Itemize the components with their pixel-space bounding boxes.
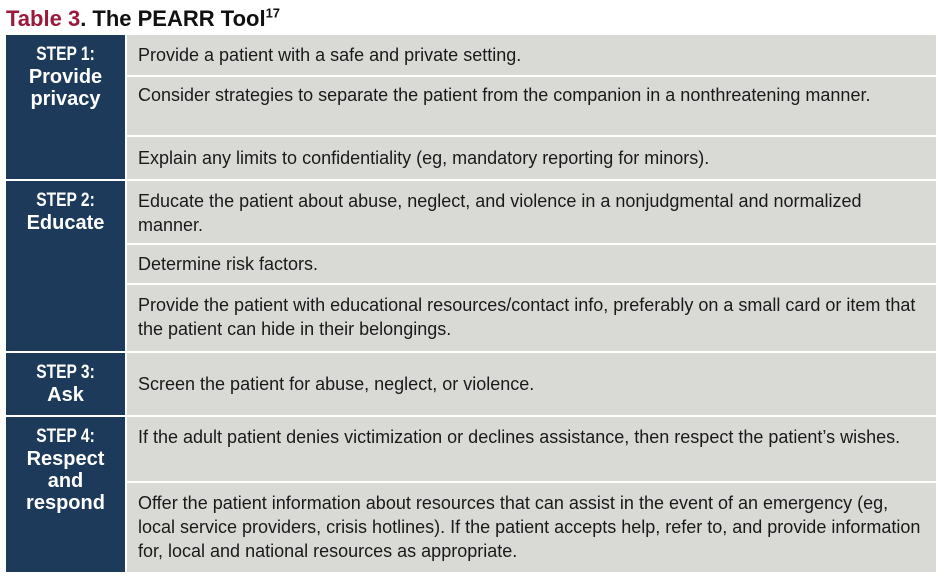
- row-text: Explain any limits to confidentiality (eg, mandatory reporting for minors).: [138, 148, 710, 168]
- step-3-header: [6, 353, 125, 415]
- step-2-header: [6, 181, 125, 351]
- step-1-header: [6, 35, 125, 179]
- table-row: [127, 353, 936, 415]
- step-2-name-line: Educate: [26, 212, 105, 234]
- row-text: Provide a patient with a safe and private setting.: [138, 45, 522, 65]
- pearr-table: [6, 35, 936, 572]
- table-title: [6, 4, 280, 34]
- step-4-label: STEP 4:: [36, 426, 95, 447]
- table-row: [127, 245, 936, 283]
- step-3-name-line: Ask: [47, 384, 84, 406]
- step-1-name-line: Provide: [28, 66, 103, 88]
- step-4-name-line: respond: [26, 492, 105, 514]
- step-4-name-line: and: [47, 470, 84, 492]
- step-1-name-line: privacy: [30, 88, 101, 110]
- row-text: Consider strategies to separate the patient from the companion in a nonthreatening manner.: [138, 85, 871, 105]
- table-title-text: . The PEARR Tool: [80, 6, 266, 31]
- table-row: [127, 181, 936, 243]
- row-text: Determine risk factors.: [138, 254, 319, 274]
- row-text: Offer the patient information about resources that can assist in the event of an emergency (eg, local service providers, crisis hotlines). If the patient accepts help, refer to, and provide information for, local and national resources as appropriate.: [138, 493, 921, 561]
- step-3-label: STEP 3:: [36, 362, 95, 383]
- table-number: Table 3: [6, 6, 81, 31]
- step-4-header: [6, 417, 125, 572]
- row-text: Educate the patient about abuse, neglect, and violence in a nonjudgmental and normalized manner.: [138, 191, 862, 235]
- table-row: [127, 417, 936, 481]
- row-text: Screen the patient for abuse, neglect, or violence.: [138, 374, 535, 394]
- step-1-label: STEP 1:: [36, 44, 95, 65]
- table-row: [127, 285, 936, 351]
- step-2-label: STEP 2:: [36, 190, 95, 211]
- row-text: Provide the patient with educational resources/contact info, preferably on a small card or item that the patient can hide in their belongings.: [138, 295, 916, 339]
- table-row: [127, 35, 936, 75]
- table-row: [127, 77, 936, 135]
- title-reference-superscript: 17: [265, 5, 281, 21]
- step-4-name-line: Respect: [26, 448, 105, 470]
- table-row: [127, 483, 936, 572]
- row-text: If the adult patient denies victimization or declines assistance, then respect the patient’s wishes.: [138, 427, 901, 447]
- table-row: [127, 137, 936, 179]
